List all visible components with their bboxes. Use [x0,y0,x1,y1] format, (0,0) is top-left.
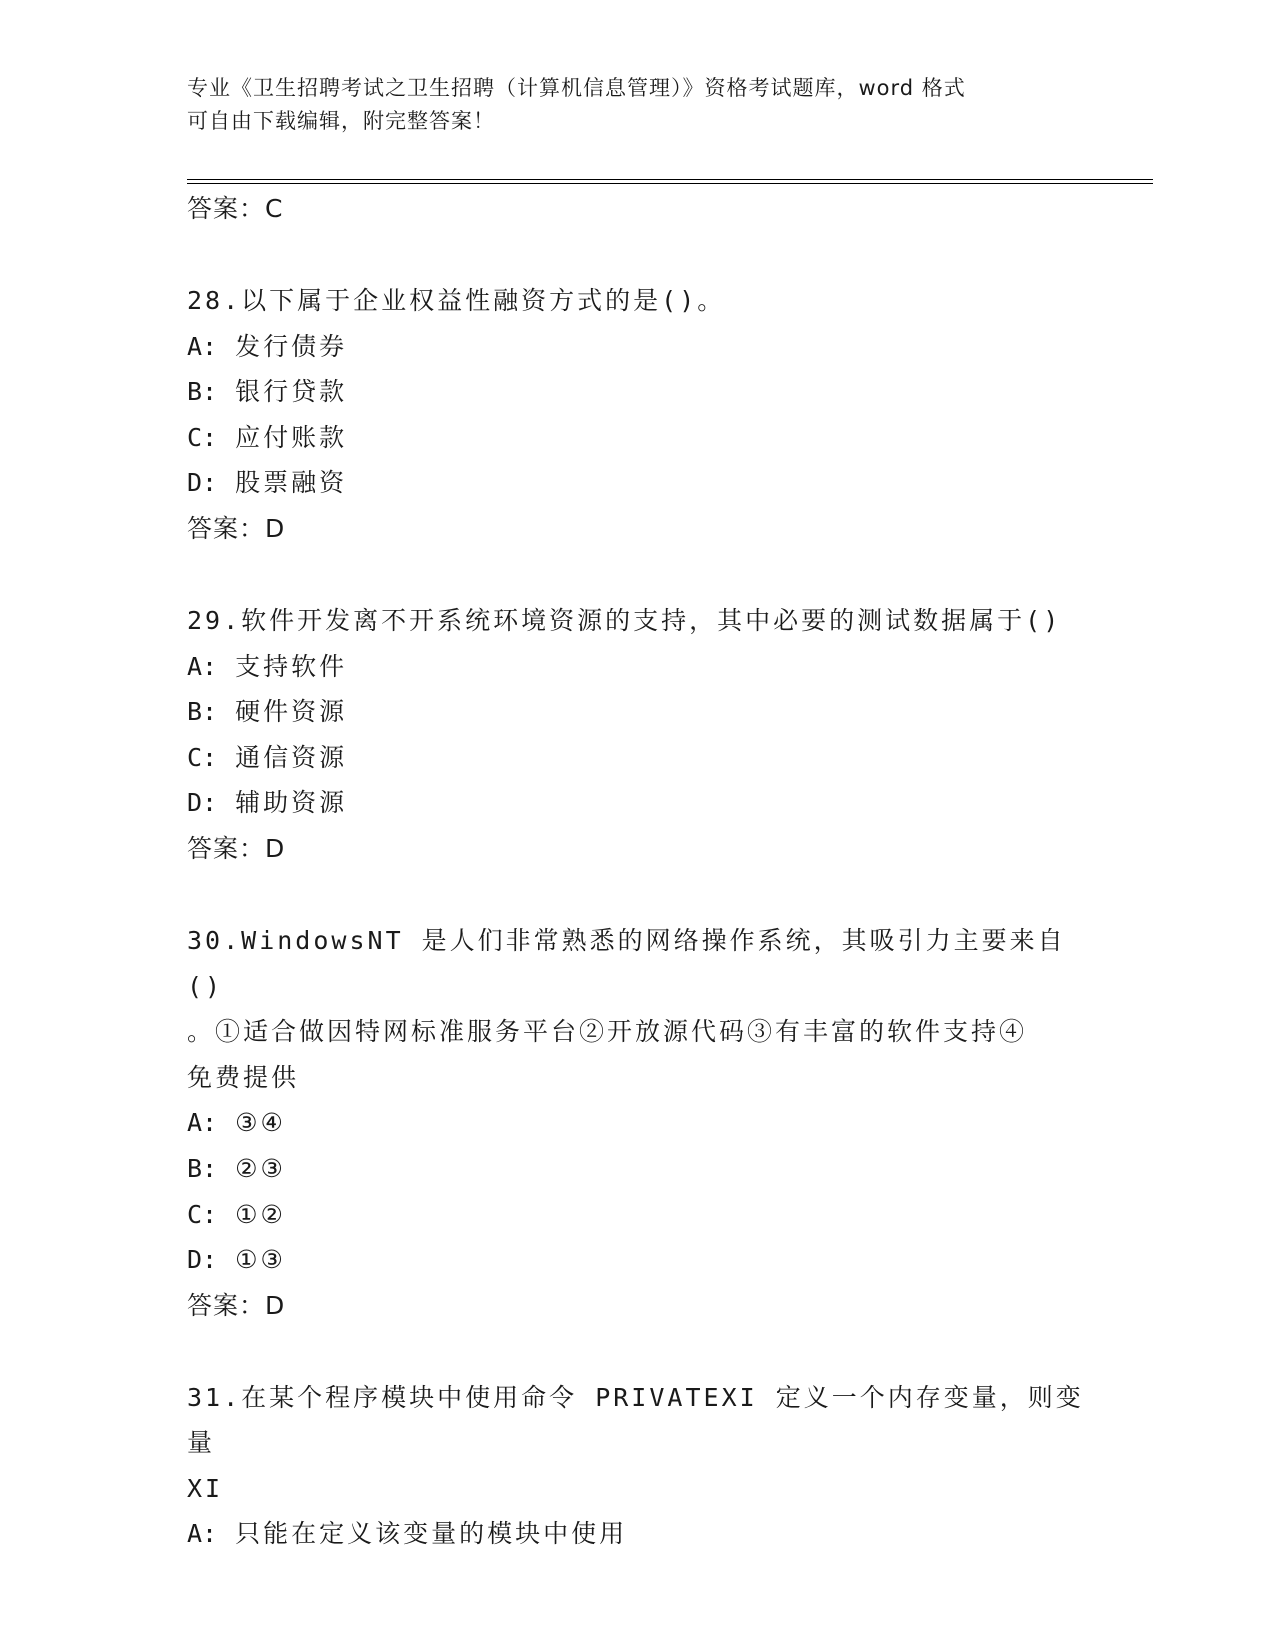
question-line: 免费提供 [187,1062,300,1092]
question-line: XI [187,1473,224,1503]
option-a [187,324,1087,370]
option-key: A: [187,331,218,361]
option-key: B: [187,377,218,407]
question-line: 28.以下属于企业权益性融资方式的是()。 [187,286,726,315]
option-key: A: [187,651,218,681]
header-divider-bottom [187,183,1153,184]
option-text: 发行债券 [235,331,348,361]
option-text: 银行贷款 [235,377,348,407]
question-31 [187,1375,1087,1557]
option-d [187,460,1087,506]
header-divider-top [187,179,1153,180]
option-text: ②③ [235,1153,286,1183]
question-29 [187,598,1087,872]
option-text: 辅助资源 [235,788,348,818]
option-text: ①③ [235,1245,286,1275]
document-header [187,72,1087,138]
question-text [187,278,1087,324]
option-key: D: [187,1245,218,1275]
option-text: 应付账款 [235,422,348,452]
option-key: A: [187,1108,218,1138]
option-text: ①② [235,1199,286,1229]
option-text: 股票融资 [235,468,348,498]
option-b [187,689,1087,735]
option-key: B: [187,697,218,727]
answer-line: 答案：C [187,194,284,223]
option-a [187,644,1087,690]
question-text [187,1375,1087,1512]
option-text: 只能在定义该变量的模块中使用 [235,1519,628,1549]
option-c [187,1192,1087,1238]
answer-line: 答案：D [187,513,286,543]
option-text: ③④ [235,1108,286,1138]
option-c [187,735,1087,781]
answer-line: 答案：D [187,1290,286,1320]
option-text: 硬件资源 [235,697,348,727]
option-key: C: [187,742,218,772]
option-text: 支持软件 [235,651,348,681]
question-30 [187,918,1087,1329]
option-a [187,1100,1087,1146]
option-text: 通信资源 [235,742,348,772]
option-c [187,415,1087,461]
option-key: D: [187,468,218,498]
question-line: 。①适合做因特网标准服务平台②开放源代码③有丰富的软件支持④ [187,1017,1028,1047]
question-line: 31.在某个程序模块中使用命令 PRIVATEXI 定义一个内存变量，则变量 [187,1382,1084,1458]
question-line: 29.软件开发离不开系统环境资源的支持，其中必要的测试数据属于() [187,605,1062,635]
option-key: C: [187,1199,218,1229]
option-key: D: [187,788,218,818]
option-key: C: [187,422,218,452]
question-28 [187,278,1087,552]
option-b [187,1146,1087,1192]
header-line-1: 专业《卫生招聘考试之卫生招聘（计算机信息管理）》资格考试题库，word 格式 [187,76,966,100]
option-key: A: [187,1519,218,1549]
option-d [187,780,1087,826]
question-list [187,186,1087,1557]
header-line-2: 可自由下载编辑，附完整答案！ [187,109,495,133]
question-text [187,918,1087,1100]
answer-line: 答案：D [187,833,286,863]
option-key: B: [187,1153,218,1183]
option-d [187,1237,1087,1283]
question-text [187,598,1087,644]
option-a [187,1511,1087,1557]
option-b [187,369,1087,415]
question-line: 30.WindowsNT 是人们非常熟悉的网络操作系统，其吸引力主要来自() [187,925,1066,1001]
